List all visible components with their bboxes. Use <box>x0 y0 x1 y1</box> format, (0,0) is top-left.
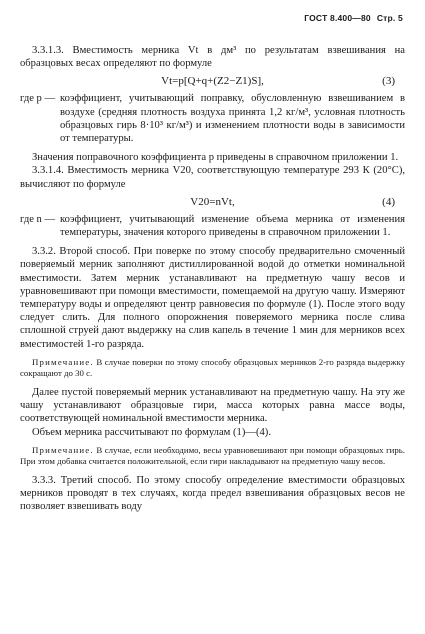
definition-n-body: коэффициент, учитывающий изменение объема мерника от изменения температуры, значения которого приведены в справочном приложении 1. <box>60 213 405 239</box>
paragraph-3-3-1-4: 3.3.1.4. Вместимость мерника V20, соответствующую температуре 293 К (20°С), вычисляют по формуле <box>20 165 405 190</box>
formula-4 <box>20 191 405 213</box>
paragraph-3-3-3: 3.3.3. Третий способ. По этому способу определение вместимости образцовых мерников проводят в тех случаях, когда предел взвешивания образцовых весов не позволяет взвешивать воду <box>20 474 405 513</box>
formula-4-expression: V20=nVt, <box>190 195 235 208</box>
standard-number: ГОСТ 8.400—80 <box>304 13 371 23</box>
note-2 <box>20 445 405 468</box>
note-1 <box>20 357 405 380</box>
paragraph-next-step: Далее пустой поверяемый мерник устанавливают на предметную чашу. На эту же чашу устанавливают образцовые гири, масса которых равна массе воды, соответствующей номинальной вместимости мерника. <box>20 386 405 425</box>
paragraph-3-3-2: 3.3.2. Второй способ. При поверке по этому способу предварительно смоченный поверяемый мерник заполняют дистиллированной водой до отметки номинальной вместимости. Затем мерник устанавливают на предметную чашу весов и уравновешивают при помощи вместимости, помещаемой на другую чашу. Измеряют температуру воды и определяют центр равновесия по формуле (1). После этого воду следует слить. Для полного опорожнения поверяемого мерника после слива сплошной струей дают выдержку на слив капель в течение 1 мин для мерников всех вместимостей 1-го разряда. <box>20 246 405 350</box>
formula-3 <box>20 70 405 92</box>
body-text <box>20 44 405 513</box>
paragraph-reference: Значения поправочного коэффициента p приведены в справочном приложении 1. <box>32 152 399 164</box>
definition-p-lead: где p — <box>20 93 56 105</box>
note-1-label: Примечание. <box>32 356 94 367</box>
page-number: Стр. 5 <box>376 13 403 23</box>
paragraph-calculation: Объем мерника рассчитывают по формулам (1)—(4). <box>32 426 271 438</box>
formula-3-number: (3) <box>382 75 395 88</box>
note-2-label: Примечание. <box>32 444 94 455</box>
formula-4-number: (4) <box>382 195 395 208</box>
formula-3-expression: Vt=p[Q+q+(Z2−Z1)S], <box>161 75 264 88</box>
note-1-text: В случае поверки по этому способу образцовых мерников 2-го разряда выдержку сокращают до 30 с. <box>20 356 405 379</box>
definition-p <box>20 92 405 145</box>
page-header <box>304 13 403 23</box>
definition-n-lead: где n — <box>20 213 56 225</box>
note-2-text: В случае, если необходимо, весы уравновешивают при помощи образцовых гирь. При этом добавка считается положительной, если гири накладывают на предметную чашу весов. <box>20 444 406 467</box>
definition-p-body: коэффициент, учитывающий поправку, обусловленную взвешиванием в воздухе (средняя плотность воздуха принята 1,2 кг/м³, условная плотность образцовых гирь 8·10³ кг/м³) и изменением плотности воды в зависимости от температуры. <box>60 93 405 145</box>
paragraph-3-3-1-3: 3.3.1.3. Вместимость мерника Vt в дм³ по результатам взвешивания на образцовых весах определяют по формуле <box>20 45 405 70</box>
definition-n <box>20 213 405 239</box>
